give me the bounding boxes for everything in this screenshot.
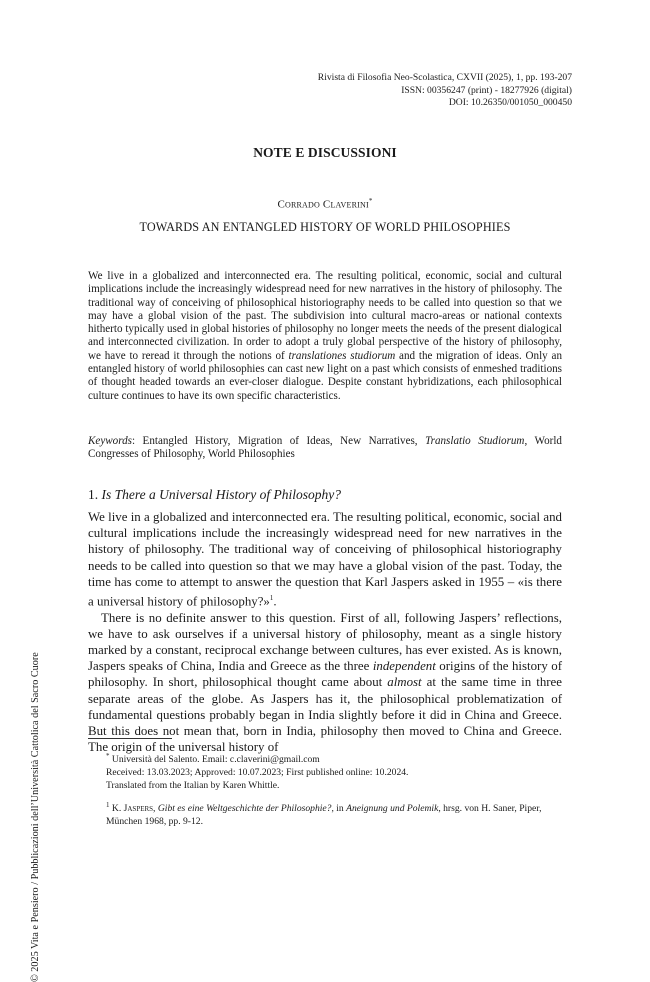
- author-footnote-mark: *: [368, 197, 373, 205]
- footnote-ref: 1: [269, 594, 274, 603]
- abstract: [88, 270, 562, 403]
- paragraph: [88, 509, 562, 610]
- paragraph-text: at the same time in three separate areas of the globe. As Jaspers has it, the philosophical problematization of fundamental questions probably began in India slightly before it did in China and Greece. But this does not mean that, born in India, philosophy then moved to China and Greece. The origin of the universal history of: [88, 675, 562, 755]
- author-name: Corrado Claverini: [277, 198, 369, 211]
- section-title: Is There a Universal History of Philosophy?: [101, 487, 341, 502]
- received-dates: Received: 13.03.2023; Approved: 10.07.2023; First published online: 10.2024.: [106, 766, 409, 778]
- journal-citation: Rivista di Filosofia Neo-Scolastica, CXVII (2025), 1, pp. 193-207: [317, 72, 572, 83]
- cited-author: K. Jaspers: [111, 802, 154, 814]
- section-heading: NOTE E DISCUSSIONI: [253, 145, 397, 160]
- paragraph-text: We live in a globalized and interconnected era. The resulting political, economic, social and cultural implications include the increasingly widespread need for new narratives in the history of philosophy. The traditional way of conceiving of philosophical historiography needs to be called into question so that we may have a global vision of the past. Today, the time has come to attempt to answer the question that Karl Jaspers asked in 1955 – «is there a universal history of philosophy?»: [88, 510, 562, 609]
- keywords-label: Keywords: [88, 435, 132, 447]
- keywords-list-a: : Entangled History, Migration of Ideas, New Narratives,: [131, 435, 426, 447]
- cited-book: Aneignung und Polemik: [346, 802, 439, 814]
- abstract-text-end: and the migration of ideas. Only an entangled history of world philosophies can cast new light on a past which consists of enmeshed traditions of thought headed towards an ever-closer dialogue. Despite constant hybridizations, each philosophical culture continues to have its own specific characteristics.: [88, 349, 562, 402]
- cited-details: , hrsg. von H. Saner, Piper, München 1968, pp. 9-12.: [106, 802, 542, 827]
- paragraph: [88, 610, 562, 756]
- translation-note: Translated from the Italian by Karen Whittle.: [106, 779, 280, 791]
- paragraph-text-end: .: [273, 594, 277, 609]
- author-line: [0, 197, 650, 211]
- paragraph-text: origins of the history of philosophy. In short, philosophical thought came about: [88, 659, 562, 690]
- cited-title: Gibt es eine Weltgeschichte der Philosophie?: [157, 802, 332, 814]
- article-title: TOWARDS AN ENTANGLED HISTORY OF WORLD PHILOSOPHIES: [139, 220, 511, 234]
- footnote-mark: 1: [106, 800, 110, 809]
- footnote-mark: *: [106, 752, 110, 760]
- issn-line: ISSN: 00356247 (print) - 18277926 (digital): [401, 84, 572, 96]
- footnote-star: [88, 750, 562, 767]
- abstract-emphasis: translationes studiorum: [288, 349, 396, 362]
- section-1-heading: [88, 487, 341, 503]
- footnote-divider: [88, 738, 172, 739]
- keywords-list-b: , World Congresses of Philosophy, World Philosophies: [88, 435, 562, 461]
- emphasis: almost: [387, 675, 422, 690]
- body-text: [88, 509, 562, 755]
- cited-in: , in: [331, 802, 347, 814]
- paragraph-text: There is no definite answer to this question. First of all, following Jaspers’ reflections, we have to ask ourselves if a universal history of philosophy, meant as a single history marked by a constant, reciprocal exchange between cultures, has ever existed. As is known, Jaspers speaks of China, India and Greece as the three: [88, 610, 562, 674]
- keywords-emphasis: Translatio Studiorum: [425, 435, 525, 447]
- side-copyright: © 2025 Vita e Pensiero / Pubblicazioni dell’Università Cattolica del Sacro Cuore: [30, 652, 41, 982]
- keywords: [88, 435, 562, 462]
- section-number: 1.: [88, 487, 102, 502]
- abstract-text: We live in a globalized and interconnected era. The resulting political, economic, social and cultural implications include the increasingly widespread need for new narratives in the history of philosophy. The traditional way of conceiving of philosophical historiography needs to be called into question so that we may have a global vision of the past. The subdivision into cultural macro-areas or national contexts hitherto typically used in global histories of philosophy no longer meets the needs of the present dialogical and interconnected civilization. In order to adopt a truly global perspective of the history of philosophy, we have to reread it through the notions of: [88, 270, 562, 362]
- affiliation: Università del Salento. Email: c.claverini@gmail.com: [111, 754, 320, 766]
- footnote-1: $^1$ K. Jaspers, Gibt es eine Weltgeschichte der Philosophie?, in Aneignung und Polemik, hrsg. von H. Saner, Piper, München 1968, pp. 9-12.: [106, 800, 542, 827]
- footnotes: [88, 750, 562, 828]
- doi-line: DOI: 10.26350/001050_000450: [448, 97, 572, 108]
- emphasis: independent: [372, 659, 436, 674]
- journal-header: [318, 72, 572, 110]
